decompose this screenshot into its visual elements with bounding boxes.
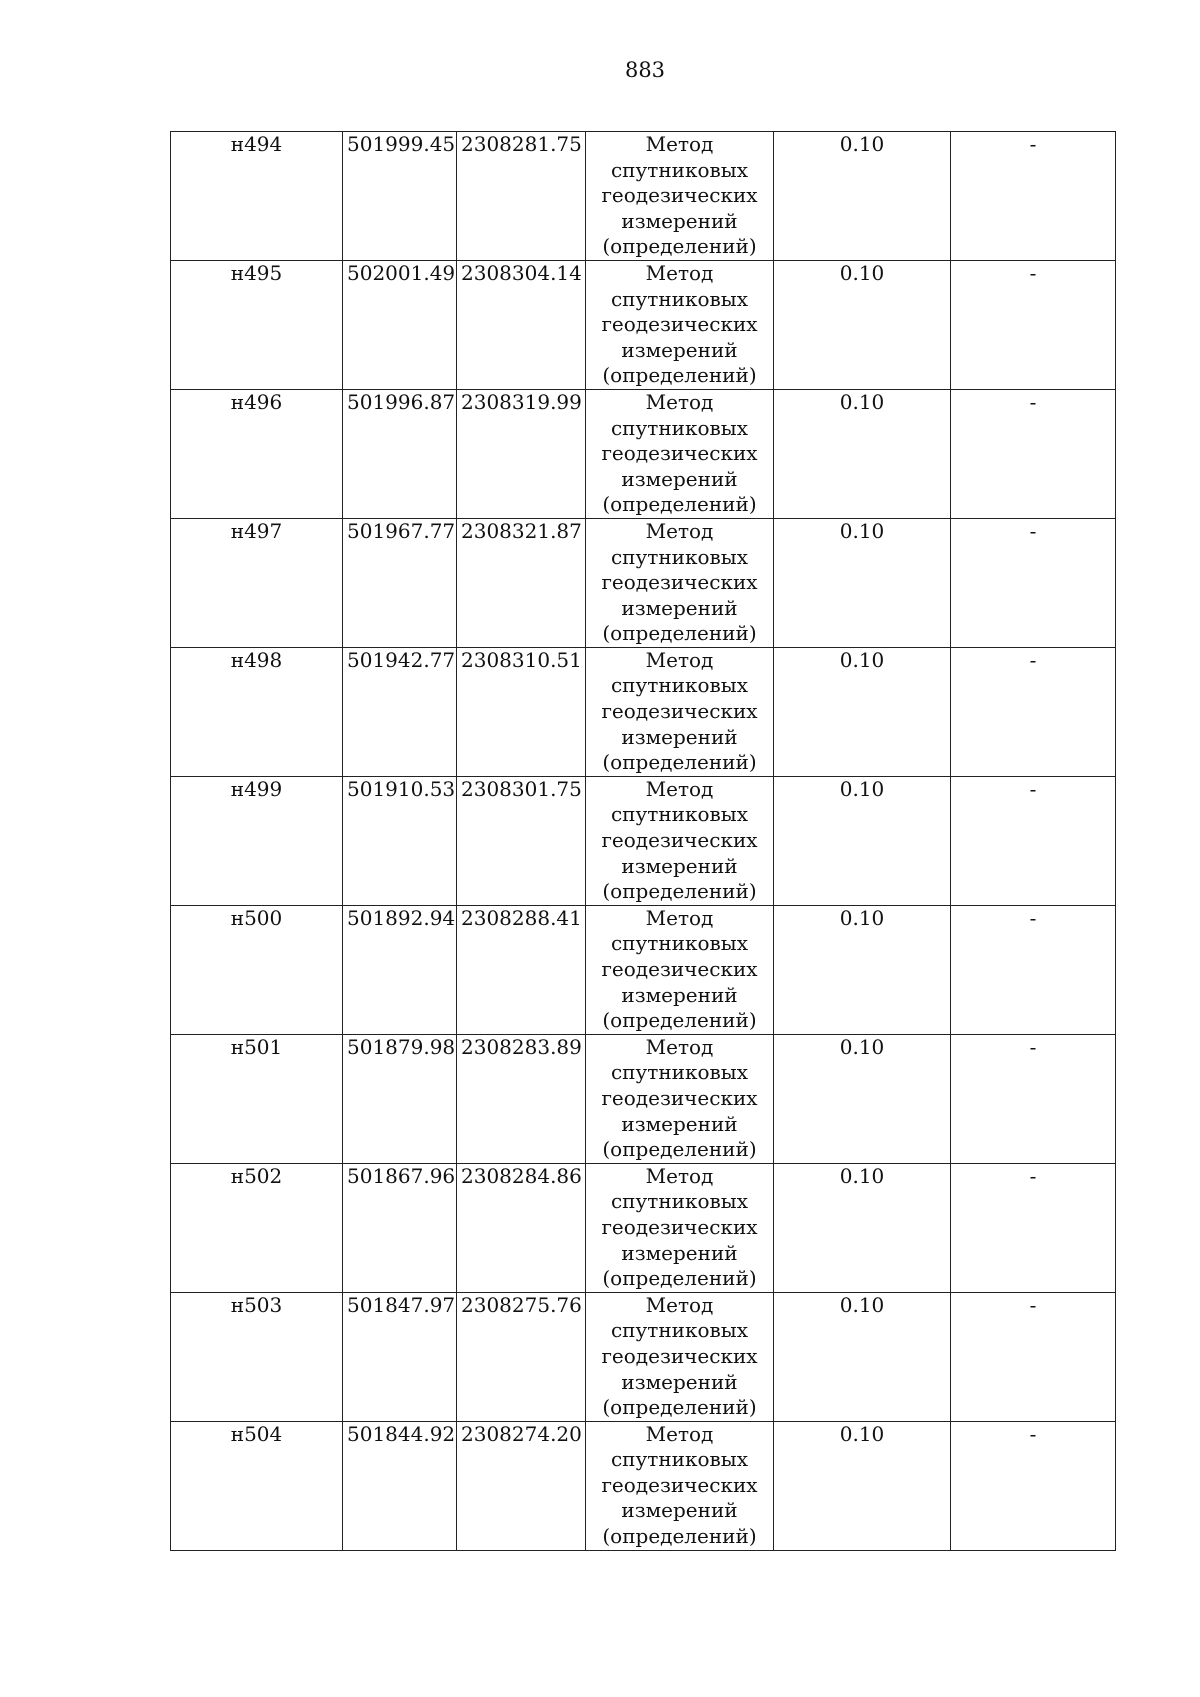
method-text-line: геодезических	[601, 699, 758, 724]
method-text-line: геодезических	[601, 957, 758, 981]
method-text-line: Метод	[645, 905, 714, 930]
method-cell	[586, 776, 774, 905]
method-text-line: Метод	[645, 518, 714, 543]
method-text-line: спутниковых	[610, 415, 749, 440]
description-cell: -	[951, 389, 1116, 518]
point-id-cell: н500	[171, 905, 343, 1034]
method-text-line: Метод	[645, 1034, 714, 1059]
precision-cell: 0.10	[774, 260, 951, 389]
table-row	[171, 776, 1116, 905]
method-text-line: спутниковых	[610, 931, 749, 956]
x-coordinate-cell: 501999.45	[343, 132, 457, 261]
method-text-line: геодезических	[601, 828, 758, 853]
method-text-line: (определений)	[602, 750, 757, 775]
method-text-line: Метод	[645, 132, 714, 156]
method-text-line: геодезических	[601, 1343, 758, 1368]
point-id-cell: н498	[171, 647, 343, 776]
method-text-line: Метод	[645, 776, 714, 801]
y-coordinate-cell: 2308281.75	[457, 132, 586, 261]
method-text-line: (определений)	[602, 363, 757, 388]
y-coordinate-cell: 2308283.89	[457, 1034, 586, 1163]
precision-cell: 0.10	[774, 776, 951, 905]
method-cell	[586, 132, 774, 261]
point-id-cell: н496	[171, 389, 343, 518]
method-text-line: (определений)	[602, 492, 757, 517]
method-text-line: спутниковых	[610, 673, 749, 698]
method-text-line: геодезических	[601, 183, 758, 208]
method-text-line: измерений	[621, 853, 738, 878]
description-cell: -	[951, 1421, 1116, 1550]
precision-cell: 0.10	[774, 1292, 951, 1421]
x-coordinate-cell: 502001.49	[343, 260, 457, 389]
method-cell	[586, 1421, 774, 1550]
precision-cell: 0.10	[774, 132, 951, 261]
description-cell: -	[951, 1163, 1116, 1292]
y-coordinate-cell: 2308304.14	[457, 260, 586, 389]
y-coordinate-cell: 2308288.41	[457, 905, 586, 1034]
table-row	[171, 389, 1116, 518]
coordinates-table-body	[171, 132, 1116, 1551]
method-text-line: спутниковых	[610, 1318, 749, 1343]
method-text-line: спутниковых	[610, 1189, 749, 1214]
method-text-line: (определений)	[602, 879, 757, 904]
method-text-line: (определений)	[602, 1395, 757, 1420]
method-text-line: (определений)	[602, 1137, 757, 1162]
method-text-line: Метод	[645, 389, 714, 414]
method-text-line: спутниковых	[610, 544, 749, 569]
table-row	[171, 647, 1116, 776]
method-text-line: измерений	[621, 595, 738, 620]
table-row	[171, 1163, 1116, 1292]
y-coordinate-cell: 2308284.86	[457, 1163, 586, 1292]
method-text-line: спутниковых	[610, 1060, 749, 1085]
method-text-line: (определений)	[602, 1008, 757, 1033]
method-text-line: измерений	[621, 466, 738, 491]
table-row	[171, 1034, 1116, 1163]
point-id-cell: н499	[171, 776, 343, 905]
precision-cell: 0.10	[774, 1421, 951, 1550]
method-text-line: геодезических	[601, 1472, 758, 1497]
description-cell: -	[951, 647, 1116, 776]
y-coordinate-cell: 2308321.87	[457, 518, 586, 647]
method-cell	[586, 518, 774, 647]
method-cell	[586, 260, 774, 389]
method-text-line: измерений	[621, 208, 738, 233]
point-id-cell: н497	[171, 518, 343, 647]
table-row	[171, 1292, 1116, 1421]
x-coordinate-cell: 501967.77	[343, 518, 457, 647]
point-id-cell: н495	[171, 260, 343, 389]
table-row	[171, 905, 1116, 1034]
x-coordinate-cell: 501910.53	[343, 776, 457, 905]
y-coordinate-cell: 2308310.51	[457, 647, 586, 776]
page-number: 883	[624, 58, 666, 82]
method-text-line: Метод	[645, 1421, 714, 1446]
x-coordinate-cell: 501867.96	[343, 1163, 457, 1292]
point-id-cell: н494	[171, 132, 343, 261]
precision-cell: 0.10	[774, 1034, 951, 1163]
method-text-line: геодезических	[601, 1085, 758, 1110]
y-coordinate-cell: 2308275.76	[457, 1292, 586, 1421]
y-coordinate-cell: 2308301.75	[457, 776, 586, 905]
method-text-line: измерений	[621, 1240, 738, 1265]
x-coordinate-cell: 501942.77	[343, 647, 457, 776]
coordinates-table	[170, 131, 1116, 1551]
method-text-line: геодезических	[601, 1214, 758, 1239]
method-text-line: (определений)	[602, 234, 757, 259]
method-text-line: спутниковых	[610, 802, 749, 827]
method-text-line: измерений	[621, 337, 738, 362]
method-text-line: (определений)	[602, 621, 757, 646]
method-text-line: Метод	[645, 1292, 714, 1317]
precision-cell: 0.10	[774, 905, 951, 1034]
table-row	[171, 132, 1116, 261]
description-cell: -	[951, 776, 1116, 905]
method-text-line: измерений	[621, 982, 738, 1007]
method-text-line: геодезических	[601, 570, 758, 595]
description-cell: -	[951, 260, 1116, 389]
description-cell: -	[951, 1292, 1116, 1421]
method-text-line: геодезических	[601, 441, 758, 466]
method-cell	[586, 389, 774, 518]
x-coordinate-cell: 501879.98	[343, 1034, 457, 1163]
table-row	[171, 518, 1116, 647]
description-cell: -	[951, 1034, 1116, 1163]
table-row	[171, 1421, 1116, 1550]
method-text-line: Метод	[645, 260, 714, 285]
method-cell	[586, 1034, 774, 1163]
method-text-line: измерений	[621, 1498, 738, 1523]
method-text-line: Метод	[645, 647, 714, 672]
point-id-cell: н504	[171, 1421, 343, 1550]
precision-cell: 0.10	[774, 389, 951, 518]
x-coordinate-cell: 501996.87	[343, 389, 457, 518]
table-row	[171, 260, 1116, 389]
description-cell: -	[951, 518, 1116, 647]
description-cell: -	[951, 132, 1116, 261]
method-text-line: измерений	[621, 724, 738, 749]
description-cell: -	[951, 905, 1116, 1034]
method-cell	[586, 1292, 774, 1421]
method-text-line: спутниковых	[610, 286, 749, 311]
y-coordinate-cell: 2308319.99	[457, 389, 586, 518]
precision-cell: 0.10	[774, 647, 951, 776]
precision-cell: 0.10	[774, 518, 951, 647]
method-text-line: спутниковых	[610, 1447, 749, 1472]
precision-cell: 0.10	[774, 1163, 951, 1292]
method-text-line: измерений	[621, 1111, 738, 1136]
method-text-line: измерений	[621, 1369, 738, 1394]
method-text-line: геодезических	[601, 312, 758, 337]
y-coordinate-cell: 2308274.20	[457, 1421, 586, 1550]
method-text-line: Метод	[645, 1163, 714, 1188]
method-text-line: спутниковых	[610, 157, 749, 182]
point-id-cell: н502	[171, 1163, 343, 1292]
method-text-line: (определений)	[602, 1524, 757, 1549]
method-cell	[586, 647, 774, 776]
x-coordinate-cell: 501892.94	[343, 905, 457, 1034]
point-id-cell: н501	[171, 1034, 343, 1163]
point-id-cell: н503	[171, 1292, 343, 1421]
method-cell	[586, 1163, 774, 1292]
method-cell	[586, 905, 774, 1034]
x-coordinate-cell: 501847.97	[343, 1292, 457, 1421]
x-coordinate-cell: 501844.92	[343, 1421, 457, 1550]
method-text-line: (определений)	[602, 1266, 757, 1291]
